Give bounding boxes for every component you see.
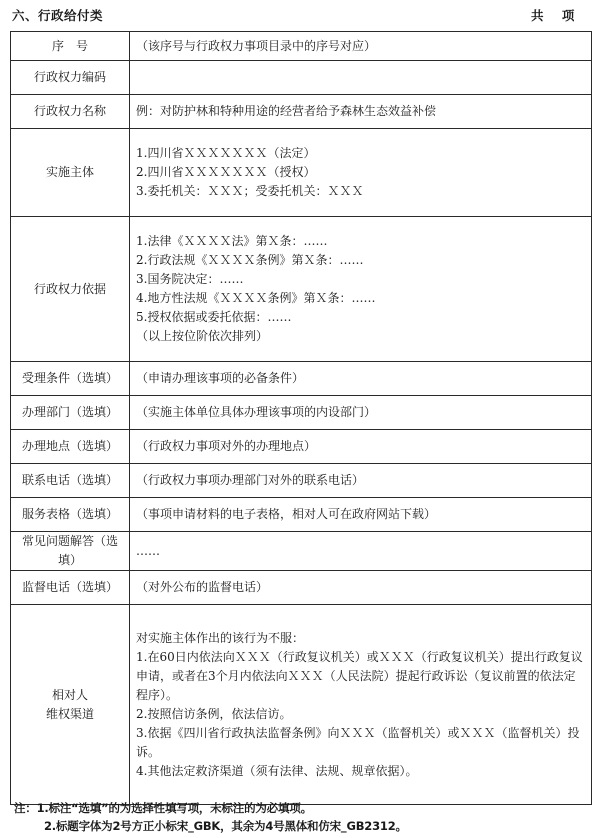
content-line: 4.地方性法规《ＸＸＸＸ条例》第Ｘ条：…… xyxy=(136,291,376,305)
table-row xyxy=(11,362,592,396)
content-line: …… xyxy=(136,543,160,558)
content-line: （对外公布的监督电话） xyxy=(136,580,269,594)
table-row xyxy=(11,464,592,498)
row-content xyxy=(130,217,592,362)
row-label: 受理条件（选填） xyxy=(11,362,130,396)
row-content xyxy=(130,430,592,464)
content-line: （以上按位阶依次排列） xyxy=(136,329,269,343)
content-line: 1.四川省ＸＸＸＸＸＸＸ（法定） xyxy=(136,146,316,160)
table-row xyxy=(11,430,592,464)
table-row xyxy=(11,95,592,129)
content-line: 2.行政法规《ＸＸＸＸ条例》第Ｘ条：…… xyxy=(136,253,364,267)
row-content xyxy=(130,396,592,430)
row-content xyxy=(130,605,592,805)
row-label: 实施主体 xyxy=(11,129,130,217)
content-line: 2.按照信访条例，依法信访。 xyxy=(136,706,292,721)
row-content xyxy=(130,129,592,217)
footnote-2: 2.标题字体为2号方正小标宋_GBK，其余为4号黑体和仿宋_GB2312。 xyxy=(44,819,407,833)
row-label xyxy=(11,605,130,805)
content-line: 例：对防护林和特种用途的经营者给予森林生态效益补偿 xyxy=(136,104,437,118)
form-table xyxy=(10,31,592,805)
table-row xyxy=(11,605,592,805)
row-label: 办理地点（选填） xyxy=(11,430,130,464)
row-label: 行政权力依据 xyxy=(11,217,130,362)
row-content xyxy=(130,571,592,605)
row-label: 序 号 xyxy=(11,32,130,61)
section-title: 六、行政给付类 xyxy=(12,8,104,23)
content-line: （申请办理该事项的必备条件） xyxy=(136,371,305,385)
row-label: 行政权力名称 xyxy=(11,95,130,129)
table-row xyxy=(11,571,592,605)
table-row xyxy=(11,217,592,362)
content-line: 5.授权依据或委托依据：…… xyxy=(136,310,292,324)
content-line: 3.委托机关：ＸＸＸ；受委托机关：ＸＸＸ xyxy=(136,184,364,198)
content-line: 3.国务院决定：…… xyxy=(136,272,244,286)
footnote-1: 注：1.标注“选填”的为选择性填写项，未标注的为必填项。 xyxy=(14,801,312,815)
row-content xyxy=(130,362,592,396)
row-label: 联系电话（选填） xyxy=(11,464,130,498)
content-line: （事项申请材料的电子表格，相对人可在政府网站下载） xyxy=(136,507,437,521)
label-line: 维权渠道 xyxy=(45,706,94,721)
table-row xyxy=(11,32,592,61)
content-line: （实施主体单位具体办理该事项的内设部门） xyxy=(136,405,377,419)
row-content xyxy=(130,32,592,61)
item-count-label: 共 项 xyxy=(531,8,575,23)
row-label: 办理部门（选填） xyxy=(11,396,130,430)
row-label: 常见问题解答（选填） xyxy=(11,532,130,571)
row-label: 服务表格（选填） xyxy=(11,498,130,532)
content-line: 1.在60日内依法向ＸＸＸ（行政复议机关）或ＸＸＸ（行政复议机关）提出行政复议申请，或者在3个月内依法向ＸＸＸ（人民法院）提起行政诉讼（复议前置的依法定程序）。 xyxy=(136,649,583,702)
label-line: 相对人 xyxy=(51,687,88,702)
row-label: 监督电话（选填） xyxy=(11,571,130,605)
table-row xyxy=(11,61,592,95)
table-row xyxy=(11,532,592,571)
content-line: （该序号与行政权力事项目录中的序号对应） xyxy=(136,38,377,53)
row-content xyxy=(130,464,592,498)
content-line: 3.依据《四川省行政执法监督条例》向ＸＸＸ（监督机关）或ＸＸＸ（监督机关）投诉。 xyxy=(136,725,580,759)
content-line: 2.四川省ＸＸＸＸＸＸＸ（授权） xyxy=(136,165,316,179)
row-content xyxy=(130,95,592,129)
table-row xyxy=(11,396,592,430)
row-label: 行政权力编码 xyxy=(11,61,130,95)
row-content xyxy=(130,532,592,571)
table-row xyxy=(11,498,592,532)
row-content xyxy=(130,61,592,95)
content-line: 1.法律《ＸＸＸＸ法》第Ｘ条：…… xyxy=(136,234,328,248)
row-content xyxy=(130,498,592,532)
content-line: 对实施主体作出的该行为不服： xyxy=(136,630,305,645)
table-row xyxy=(11,129,592,217)
content-line: （行政权力事项对外的办理地点） xyxy=(136,439,317,453)
content-line: 4.其他法定救济渠道（须有法律、法规、规章依据）。 xyxy=(136,763,418,778)
content-line: （行政权力事项办理部门对外的联系电话） xyxy=(136,473,365,487)
